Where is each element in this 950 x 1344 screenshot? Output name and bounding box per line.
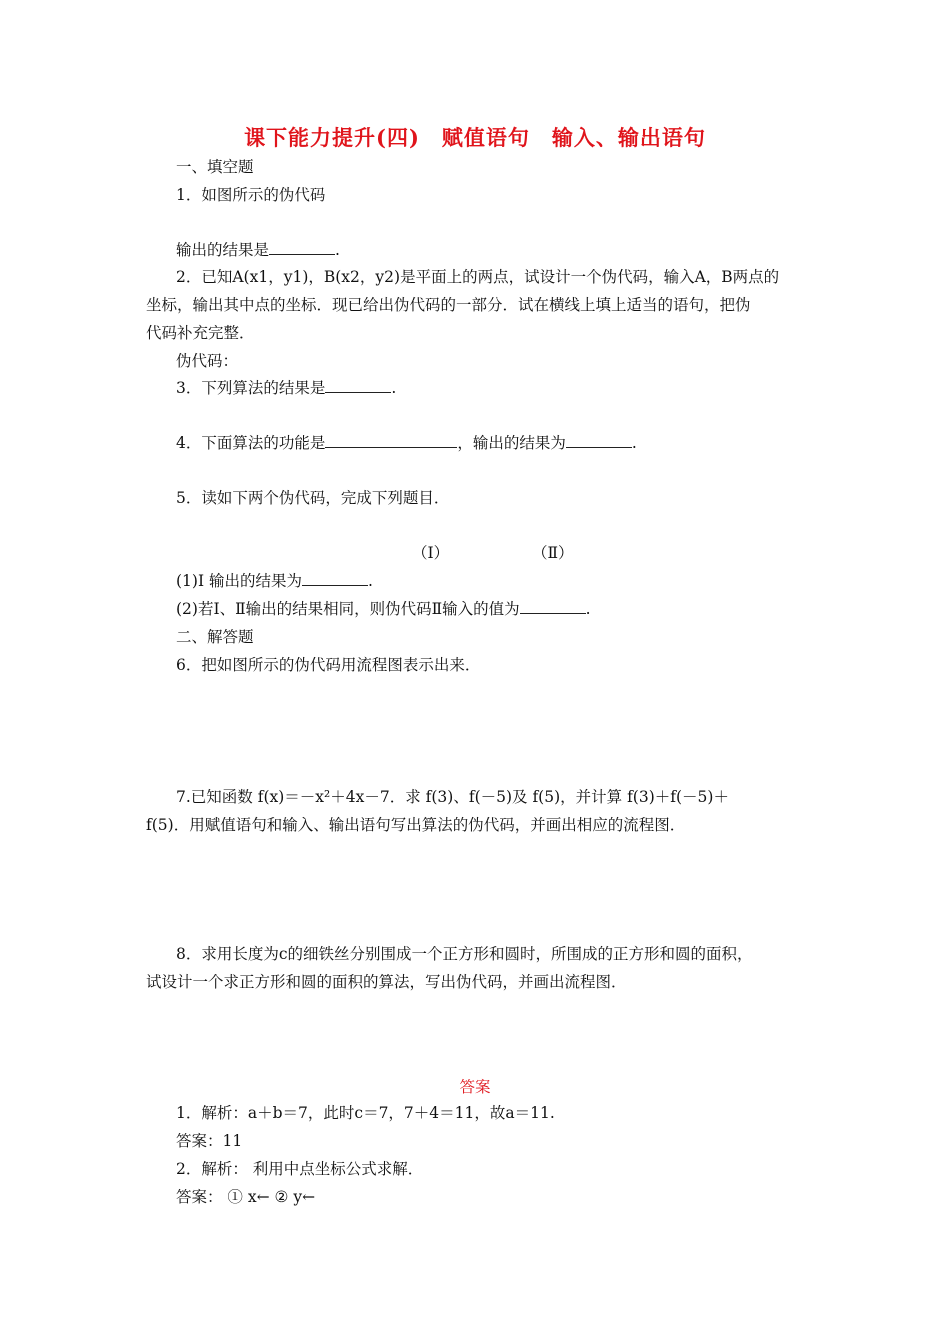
question-5-sub-2: (2)若Ⅰ、Ⅱ输出的结果相同，则伪代码Ⅱ输入的值为 . — [176, 600, 591, 618]
question-1-result: 输出的结果是 . — [176, 241, 340, 259]
answer-blank — [302, 571, 368, 586]
question-5-sub-1: (1)Ⅰ 输出的结果为 . — [176, 572, 373, 590]
question-2-line-2: 坐标，输出其中点的坐标．现已给出伪代码的一部分．试在横线上填上适当的语句，把伪 — [146, 296, 751, 314]
answer-blank — [325, 378, 391, 393]
answer-1-answer: 答案：11 — [176, 1132, 243, 1150]
question-1: 1．如图所示的伪代码 — [176, 186, 326, 204]
question-7-line-2: f(5)．用赋值语句和输入、输出语句写出算法的伪代码，并画出相应的流程图． — [146, 816, 686, 834]
answers-heading: 答案 — [459, 1078, 491, 1096]
answer-2-answer: 答案： ① x← ② y← — [176, 1188, 316, 1206]
question-8-line-1: 8．求用长度为c的细铁丝分别围成一个正方形和圆时，所围成的正方形和圆的面积， — [176, 945, 753, 963]
answer-blank — [520, 599, 586, 614]
answer-2-analysis: 2．解析： 利用中点坐标公式求解． — [176, 1160, 424, 1178]
answer-1-analysis: 1．解析：a＋b＝7，此时c＝7，7＋4＝11，故a＝11. — [176, 1104, 555, 1122]
answer-blank — [566, 433, 632, 448]
answer-blank — [325, 433, 457, 448]
question-6: 6．把如图所示的伪代码用流程图表示出来． — [176, 656, 481, 674]
question-5: 5．读如下两个伪代码，完成下列题目． — [176, 489, 450, 507]
question-2-line-3: 代码补充完整． — [146, 324, 255, 342]
question-2-pseudo-label: 伪代码： — [176, 352, 239, 370]
pseudocode-label-ii: （Ⅱ） — [532, 544, 574, 562]
page-title: 课下能力提升(四) 赋值语句 输入、输出语句 — [244, 125, 706, 150]
question-2-line-1: 2．已知A(x1，y1)，B(x2，y2)是平面上的两点，试设计一个伪代码，输入A，B两点的 — [176, 268, 780, 286]
question-4: 4．下面算法的功能是 ，输出的结果为 . — [176, 434, 637, 452]
question-8-line-2: 试设计一个求正方形和圆的面积的算法，写出伪代码，并画出流程图． — [146, 973, 627, 991]
answer-blank — [269, 240, 335, 255]
question-7-line-1: 7.已知函数 f(x)＝－x²＋4x－7．求 f(3)、f(－5)及 f(5)，并计算 f(3)＋f(－5)＋ — [176, 788, 729, 806]
question-3: 3．下列算法的结果是 . — [176, 379, 397, 397]
pseudocode-label-i: （Ⅰ） — [412, 544, 450, 562]
section-solve: 二、解答题 — [176, 628, 254, 646]
section-fill-in: 一、填空题 — [176, 158, 254, 176]
